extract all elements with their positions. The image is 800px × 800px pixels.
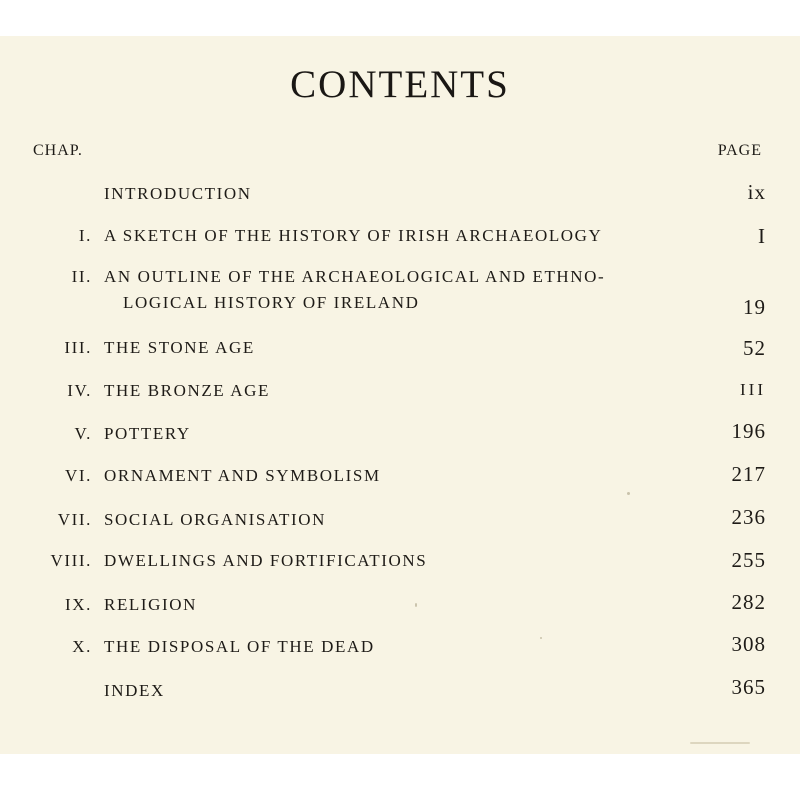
entry-page: 236: [731, 505, 766, 529]
entry-title-continued: LOGICAL HISTORY OF IRELAND: [123, 293, 420, 312]
entry-number: II.: [71, 267, 92, 286]
entry-page: 255: [731, 548, 766, 572]
entry-title: DWELLINGS AND FORTIFICATIONS: [104, 551, 428, 570]
entry-title: INTRODUCTION: [104, 184, 252, 203]
entry-title: POTTERY: [104, 424, 191, 443]
entry-page: 282: [731, 590, 766, 614]
entry-page: 52: [743, 336, 766, 360]
entry-page: 217: [731, 462, 766, 486]
chapter-column-header: CHAP.: [33, 142, 83, 159]
paper-speck: [415, 603, 417, 607]
entry-number: VII.: [57, 510, 92, 529]
entry-title: THE STONE AGE: [104, 338, 255, 357]
book-page: [0, 36, 800, 754]
entry-title: AN OUTLINE OF THE ARCHAEOLOGICAL AND ETHNO-: [104, 267, 606, 286]
entry-page: III: [740, 380, 766, 399]
page-column-header: PAGE: [717, 142, 762, 159]
entry-page: 308: [731, 632, 766, 656]
entry-title: A SKETCH OF THE HISTORY OF IRISH ARCHAEOLOGY: [104, 226, 603, 245]
paper-speck: [627, 492, 630, 495]
entry-page: 19: [743, 295, 766, 319]
entry-title: ORNAMENT AND SYMBOLISM: [104, 466, 381, 485]
entry-title: RELIGION: [104, 595, 198, 614]
entry-title: INDEX: [104, 681, 165, 700]
entry-title: THE BRONZE AGE: [104, 381, 270, 400]
paper-mark: [690, 742, 750, 744]
entry-number: V.: [74, 424, 92, 443]
entry-number: I.: [78, 226, 92, 245]
entry-number: VIII.: [50, 551, 92, 570]
entry-number: IV.: [67, 381, 92, 400]
entry-number: X.: [72, 637, 92, 656]
entry-page: 196: [731, 419, 766, 443]
entry-title: SOCIAL ORGANISATION: [104, 510, 326, 529]
paper-speck: [540, 637, 542, 639]
entry-page: 365: [731, 675, 766, 699]
entry-page: I: [758, 224, 766, 248]
entry-page: ix: [747, 180, 766, 204]
entry-number: III.: [64, 338, 92, 357]
entry-number: IX.: [65, 595, 92, 614]
page-title: CONTENTS: [290, 63, 510, 106]
entry-number: VI.: [65, 466, 92, 485]
entry-title: THE DISPOSAL OF THE DEAD: [104, 637, 375, 656]
